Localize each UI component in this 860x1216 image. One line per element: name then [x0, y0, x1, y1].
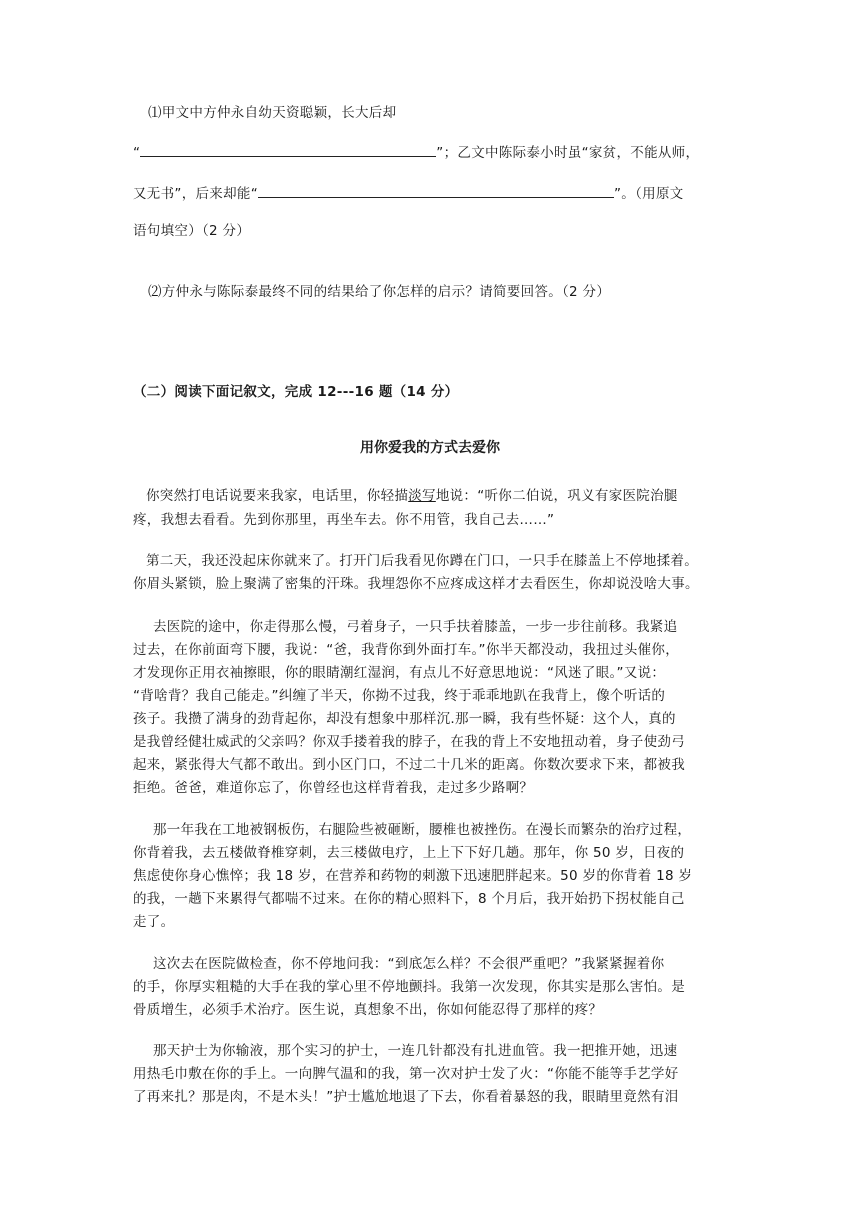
- p4-line-2: 你背着我，去五楼做脊椎穿刺，去三楼做电疗，上上下下好几趟。那年，你 50 岁，日夜的: [133, 845, 685, 861]
- p4-line-4: 的我，一趟下来累得气都喘不过来。在你的精心照料下，8 个月后，我开始扔下拐杖能自己: [133, 891, 685, 907]
- p1-line-1: [146, 486, 678, 506]
- q1-line-3-prefix: 又无书”，后来却能“: [133, 186, 258, 202]
- article-title: 用你爱我的方式去爱你: [360, 440, 500, 456]
- q1-line-2-text: ”；乙文中陈际泰小时虽“家贫，不能从师，: [436, 145, 700, 161]
- p3-line-4: “背啥背？我自己能走。”纠缠了半天，你拗不过我，终于乖乖地趴在我背上，像个听话的: [133, 688, 666, 704]
- p1-text-a: 你突然打电话说要来我家，电话里，你轻描: [146, 488, 409, 504]
- section-heading: （二）阅读下面记叙文，完成 12---16 题（14 分）: [133, 384, 459, 400]
- p6-line-3: 了再来扎？那是肉，不是木头！”护士尴尬地退了下去，你看着暴怒的我，眼睛里竟然有泪: [133, 1089, 679, 1105]
- p3-line-1: 去医院的途中，你走得那么慢，弓着身子，一只手扶着膝盖，一步一步往前移。我紧追: [153, 619, 678, 635]
- p3-line-6: 是我曾经健壮威武的父亲吗？你双手搂着我的脖子，在我的背上不安地扭动着，身子使劲弓: [133, 734, 685, 750]
- p5-line-1: 这次去在医院做检查，你不停地问我：“到底怎么样？不会很严重吧？”我紧紧握着你: [153, 956, 665, 972]
- fill-blank-1[interactable]: [140, 142, 436, 157]
- p3-line-3: 才发现你正用衣袖擦眼，你的眼睛潮红湿润，有点儿不好意思地说：“风迷了眼。”又说：: [133, 665, 666, 681]
- open-quote: “: [133, 145, 141, 161]
- p3-line-5: 孩子。我攒了满身的劲背起你，却没有想象中那样沉.那一瞬，我有些怀疑：这个人，真的: [133, 711, 676, 727]
- q1-line-2: [133, 142, 699, 163]
- q1-line-4: 语句填空）（2 分）: [133, 223, 251, 239]
- p2-line-1: 第二天，我还没起床你就来了。打开门后我看见你蹲在门口，一只手在膝盖上不停地揉着。: [146, 553, 698, 569]
- p4-line-5: 走了。: [133, 914, 175, 930]
- p2-line-2: 你眉头紧锁，脸上聚满了密集的汗珠。我埋怨你不应疼成这样才去看医生，你却说没啥大事。: [133, 576, 699, 592]
- q1-line-1: ⑴甲文中方仲永自幼天资聪颖，长大后却: [148, 105, 397, 121]
- q1-line-3-suffix: ”。（用原文: [614, 186, 684, 202]
- p1-text-b: 地说：“听你二伯说，巩义有家医院治腿: [435, 488, 678, 504]
- p3-line-2: 过去，在你前面弯下腰，我说：“爸，我背你到外面打车。”你半天都没动，我扭过头催你，: [133, 642, 680, 658]
- p1-underlined-word: 淡写: [408, 488, 436, 504]
- p5-line-3: 骨质增生，必须手术治疗。医生说，真想象不出，你如何能忍得了那样的疼？: [133, 1002, 603, 1018]
- p6-line-2: 用热毛巾敷在你的手上。一向脾气温和的我，第一次对护士发了火：“你能不能等手艺学好: [133, 1066, 679, 1082]
- q1-line-3: [133, 183, 684, 204]
- p3-line-8: 拒绝。爸爸，难道你忘了，你曾经也这样背着我，走过多少路啊？: [133, 780, 534, 796]
- p3-line-7: 起来，紧张得大气都不敢出。到小区门口，不过二十几米的距离。你数次要求下来，都被我: [133, 757, 685, 773]
- p4-line-3: 焦虑使你身心憔悴；我 18 岁，在营养和药物的刺激下迅速肥胖起来。50 岁的你背着 18 岁: [133, 868, 693, 884]
- p5-line-2: 的手，你厚实粗糙的大手在我的掌心里不停地颤抖。我第一次发现，你其实是那么害怕。是: [133, 979, 685, 995]
- p1-line-2: 疼，我想去看看。先到你那里，再坐车去。你不用管，我自己去……”: [133, 512, 555, 528]
- q2-question: ⑵方仲永与陈际泰最终不同的结果给了你怎样的启示？请简要回答。（2 分）: [148, 284, 611, 300]
- p4-line-1: 那一年我在工地被钢板伤，右腿险些被砸断，腰椎也被挫伤。在漫长而繁杂的治疗过程，: [153, 822, 692, 838]
- p6-line-1: 那天护士为你输液，那个实习的护士，一连几针都没有扎进血管。我一把推开她，迅速: [153, 1043, 678, 1059]
- fill-blank-2[interactable]: [258, 183, 614, 198]
